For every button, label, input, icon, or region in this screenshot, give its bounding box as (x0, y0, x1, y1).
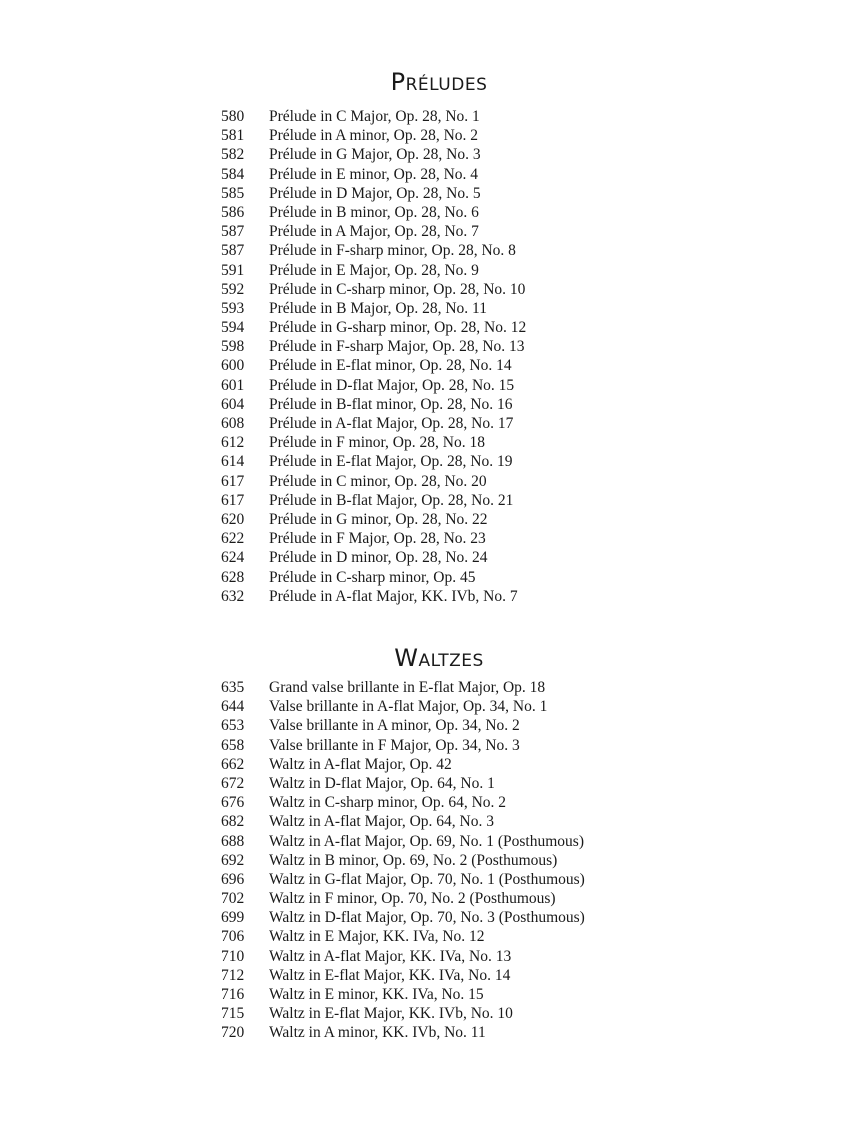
section-heading-preludes: Préludes (390, 68, 488, 96)
piece-title: Prélude in A-flat Major, Op. 28, No. 17 (269, 415, 514, 432)
page-number: 592 (221, 280, 245, 298)
piece-title: Waltz in F minor, Op. 70, No. 2 (Posthumous) (269, 890, 556, 908)
page-number: 635 (221, 679, 245, 696)
list-item[interactable] (221, 510, 526, 529)
page-number: 581 (221, 127, 245, 145)
list-item[interactable] (221, 947, 585, 966)
list-item[interactable] (221, 793, 585, 812)
page-number: 710 (221, 947, 245, 965)
piece-title: Grand valse brillante in E-flat Major, Op. 18 (269, 679, 546, 696)
page-number: 658 (221, 736, 245, 754)
piece-title: Waltz in E-flat Major, KK. IVa, No. 14 (269, 966, 511, 984)
piece-title: Prélude in D Major, Op. 28, No. 5 (269, 184, 481, 202)
piece-title: Prélude in F-sharp Major, Op. 28, No. 13 (269, 338, 525, 356)
piece-title: Waltz in E Major, KK. IVa, No. 12 (269, 928, 485, 946)
page-number: 716 (221, 986, 245, 1003)
list-item[interactable] (221, 433, 526, 452)
list-item[interactable] (221, 241, 526, 260)
piece-title: Prélude in B Major, Op. 28, No. 11 (269, 299, 487, 317)
page-number: 598 (221, 338, 245, 356)
page-number: 696 (221, 870, 245, 888)
piece-title: Valse brillante in A minor, Op. 34, No. 2 (269, 717, 520, 735)
piece-title: Prélude in E-flat Major, Op. 28, No. 19 (269, 453, 513, 471)
list-item[interactable] (221, 548, 526, 567)
piece-title: Waltz in C-sharp minor, Op. 64, No. 2 (269, 794, 507, 812)
piece-title: Prélude in B minor, Op. 28, No. 6 (269, 203, 479, 221)
page-number: 587 (221, 223, 245, 241)
list-item[interactable] (221, 870, 585, 889)
page-number: 608 (221, 415, 245, 432)
list-item[interactable] (221, 568, 526, 587)
list-item[interactable] (221, 678, 585, 697)
piece-title: Prélude in F-sharp minor, Op. 28, No. 8 (269, 242, 516, 260)
page-number: 612 (221, 434, 245, 452)
page-number: 620 (221, 510, 245, 528)
list-item[interactable] (221, 966, 585, 985)
list-item[interactable] (221, 452, 526, 471)
page-number: 604 (221, 395, 245, 413)
piece-title: Waltz in A-flat Major, Op. 42 (269, 755, 452, 773)
list-item[interactable] (221, 261, 526, 280)
list-item[interactable] (221, 376, 526, 395)
page-number: 682 (221, 813, 245, 831)
page-number: 715 (221, 1005, 245, 1023)
list-item[interactable] (221, 107, 526, 126)
list-item[interactable] (221, 908, 585, 927)
page-number: 644 (221, 698, 245, 716)
page-number: 580 (221, 108, 245, 125)
list-item[interactable] (221, 774, 585, 793)
waltzes-list (221, 678, 585, 1043)
list-item[interactable] (221, 491, 526, 510)
list-item[interactable] (221, 736, 585, 755)
piece-title: Waltz in E-flat Major, KK. IVb, No. 10 (269, 1005, 513, 1023)
page-number: 587 (221, 242, 245, 260)
list-item[interactable] (221, 697, 585, 716)
list-item[interactable] (221, 184, 526, 203)
page-number: 582 (221, 146, 245, 164)
list-item[interactable] (221, 203, 526, 222)
page-number: 706 (221, 928, 245, 946)
piece-title: Prélude in C-sharp minor, Op. 45 (269, 568, 476, 586)
list-item[interactable] (221, 318, 526, 337)
piece-title: Prélude in C Major, Op. 28, No. 1 (269, 108, 480, 125)
page-number: 601 (221, 376, 245, 394)
page-number: 688 (221, 832, 245, 850)
piece-title: Valse brillante in A-flat Major, Op. 34, No. 1 (269, 698, 548, 716)
list-item[interactable] (221, 851, 585, 870)
piece-title: Waltz in B minor, Op. 69, No. 2 (Posthumous) (269, 851, 558, 869)
piece-title: Prélude in A minor, Op. 28, No. 2 (269, 127, 479, 145)
piece-title: Prélude in E Major, Op. 28, No. 9 (269, 261, 479, 279)
page-number: 702 (221, 890, 245, 908)
preludes-list (221, 107, 526, 606)
piece-title: Waltz in G-flat Major, Op. 70, No. 1 (Posthumous) (269, 870, 585, 888)
list-item[interactable] (221, 280, 526, 299)
piece-title: Waltz in E minor, KK. IVa, No. 15 (269, 986, 484, 1003)
page-number: 614 (221, 453, 245, 471)
page-number: 632 (221, 587, 245, 605)
list-item[interactable] (221, 126, 526, 145)
page-number: 699 (221, 909, 245, 927)
piece-title: Prélude in A-flat Major, KK. IVb, No. 7 (269, 587, 518, 605)
page-number: 617 (221, 472, 245, 490)
page-number: 585 (221, 184, 245, 202)
list-item[interactable] (221, 395, 526, 414)
page-number: 624 (221, 549, 245, 567)
piece-title: Prélude in D-flat Major, Op. 28, No. 15 (269, 376, 515, 394)
piece-title: Prélude in F Major, Op. 28, No. 23 (269, 530, 486, 548)
page-number: 676 (221, 794, 245, 812)
piece-title: Waltz in A minor, KK. IVb, No. 11 (269, 1024, 486, 1042)
list-item[interactable] (221, 587, 526, 606)
page-number: 584 (221, 165, 245, 183)
piece-title: Prélude in A Major, Op. 28, No. 7 (269, 223, 479, 241)
list-item[interactable] (221, 472, 526, 491)
list-item[interactable] (221, 529, 526, 548)
list-item[interactable] (221, 165, 526, 184)
page-number: 653 (221, 717, 245, 735)
list-item[interactable] (221, 414, 526, 433)
piece-title: Prélude in G-sharp minor, Op. 28, No. 12 (269, 319, 527, 337)
piece-title: Prélude in C-sharp minor, Op. 28, No. 10 (269, 280, 526, 298)
list-item[interactable] (221, 1023, 585, 1042)
list-item[interactable] (221, 755, 585, 774)
page-number: 712 (221, 966, 245, 984)
page-number: 720 (221, 1024, 245, 1042)
piece-title: Prélude in F minor, Op. 28, No. 18 (269, 434, 485, 452)
piece-title: Prélude in D minor, Op. 28, No. 24 (269, 549, 488, 567)
list-item[interactable] (221, 337, 526, 356)
list-item[interactable] (221, 927, 585, 946)
list-item[interactable] (221, 812, 585, 831)
section-heading-waltzes: Waltzes (394, 644, 484, 672)
piece-title: Waltz in D-flat Major, Op. 70, No. 3 (Posthumous) (269, 909, 585, 927)
page-number: 622 (221, 530, 245, 548)
list-item[interactable] (221, 832, 585, 851)
list-item[interactable] (221, 889, 585, 908)
page-number: 600 (221, 357, 245, 375)
list-item[interactable] (221, 222, 526, 241)
piece-title: Prélude in E-flat minor, Op. 28, No. 14 (269, 357, 512, 375)
list-item[interactable] (221, 356, 526, 375)
piece-title: Valse brillante in F Major, Op. 34, No. 3 (269, 736, 520, 754)
piece-title: Waltz in A-flat Major, Op. 69, No. 1 (Posthumous) (269, 832, 584, 850)
list-item[interactable] (221, 716, 585, 735)
piece-title: Prélude in G Major, Op. 28, No. 3 (269, 146, 481, 164)
page-number: 586 (221, 203, 245, 221)
page-number: 692 (221, 851, 245, 869)
list-item[interactable] (221, 1004, 585, 1023)
piece-title: Prélude in E minor, Op. 28, No. 4 (269, 165, 479, 183)
piece-title: Prélude in B-flat minor, Op. 28, No. 16 (269, 395, 513, 413)
piece-title: Waltz in D-flat Major, Op. 64, No. 1 (269, 774, 495, 792)
piece-title: Waltz in A-flat Major, Op. 64, No. 3 (269, 813, 494, 831)
piece-title: Prélude in B-flat Major, Op. 28, No. 21 (269, 491, 514, 509)
page-number: 628 (221, 568, 245, 586)
list-item[interactable] (221, 299, 526, 318)
page-number: 591 (221, 261, 245, 279)
page-number: 617 (221, 491, 245, 509)
page-number: 672 (221, 774, 245, 792)
page-number: 594 (221, 319, 245, 337)
piece-title: Prélude in C minor, Op. 28, No. 20 (269, 472, 487, 490)
page-number: 593 (221, 299, 245, 317)
page-number: 662 (221, 755, 245, 773)
piece-title: Prélude in G minor, Op. 28, No. 22 (269, 510, 488, 528)
list-item[interactable] (221, 985, 585, 1004)
piece-title: Waltz in A-flat Major, KK. IVa, No. 13 (269, 947, 512, 965)
list-item[interactable] (221, 145, 526, 164)
